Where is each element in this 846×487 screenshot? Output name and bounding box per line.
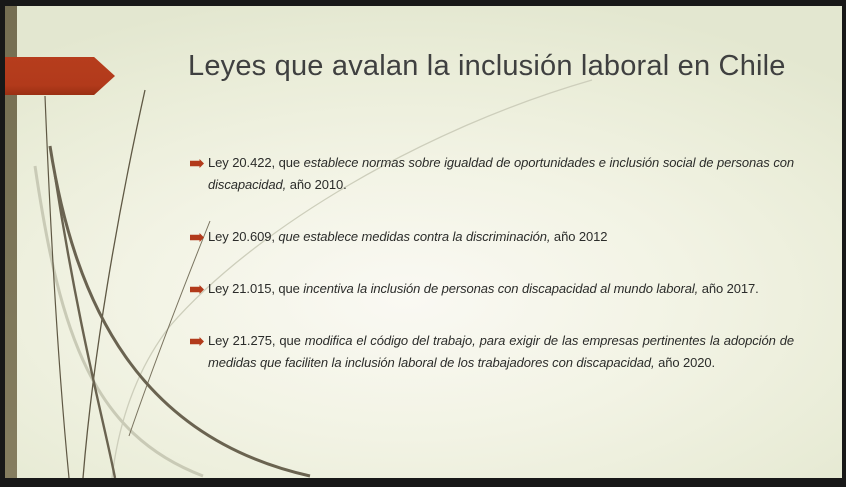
bullet-list-item <box>190 330 794 374</box>
slide-title: Leyes que avalan la inclusión laboral en Chile <box>188 50 786 82</box>
bullet-list-item <box>190 278 794 300</box>
bullet-list <box>190 152 794 374</box>
bullet-arrow-icon <box>190 285 204 294</box>
bullet-text: Ley 20.609, que establece medidas contra la discriminación, año 2012 <box>208 229 608 244</box>
bullet-list-item <box>190 152 794 196</box>
bullet-text: Ley 21.275, que modifica el código del trabajo, para exigir de las empresas pertinentes la adopción de medidas que faciliten la inclusión laboral de los trabajadores con discapacidad, año 2020. <box>208 333 794 370</box>
bullet-text: Ley 21.015, que incentiva la inclusión de personas con discapacidad al mundo laboral, año 2017. <box>208 281 759 296</box>
slide-canvas <box>5 6 842 478</box>
bullet-arrow-icon <box>190 337 204 346</box>
bullet-text: Ley 20.422, que establece normas sobre igualdad de oportunidades e inclusión social de personas con discapacidad, año 2010. <box>208 155 794 192</box>
bullet-arrow-icon <box>190 233 204 242</box>
title-accent-arrow-icon <box>5 57 115 95</box>
bullet-arrow-icon <box>190 159 204 168</box>
bullet-list-item <box>190 226 794 248</box>
